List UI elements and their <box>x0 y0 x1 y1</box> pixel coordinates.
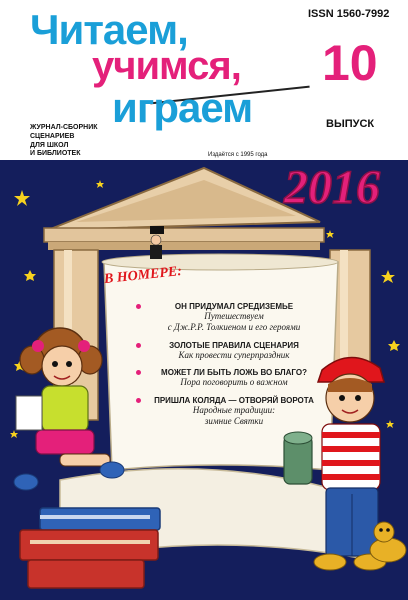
books-stack-icon <box>20 508 160 588</box>
contents-item-title: ОН ПРИДУМАЛ СРЕДИЗЕМЬЕ <box>174 302 294 311</box>
entablature-band <box>48 242 320 250</box>
tagline-line: СЦЕНАРИЕВ <box>30 132 75 140</box>
issn-label: ISSN 1560-7992 <box>308 8 390 20</box>
contents-item <box>134 341 334 361</box>
contents-item-subtitle: Путешествуем <box>204 311 264 321</box>
contents-item <box>134 368 334 388</box>
contents-item-subtitle: Как провести суперпраздник <box>178 349 290 360</box>
tagline-line: ДЛЯ ШКОЛ <box>30 141 69 149</box>
issue-label: ВЫПУСК <box>326 118 375 130</box>
contents-item-subtitle: зимние Святки <box>204 415 264 426</box>
title-line-2: учимся, <box>92 44 241 88</box>
contents-item-title: ПРИШЛА КОЛЯДА — ОТВОРЯЙ ВОРОТА <box>154 396 314 406</box>
since-label: Издаётся с 1995 года <box>208 152 268 158</box>
bullet-icon <box>136 304 141 309</box>
bullet-icon <box>136 343 141 348</box>
contents-item-subtitle: Народные традиции: <box>192 405 276 416</box>
title-line-1: Читаем, <box>30 6 188 53</box>
issue-number: 10 <box>322 35 378 91</box>
title-line-3: играем <box>112 84 253 131</box>
year-label: 2016 <box>284 161 380 214</box>
contents-item-subtitle: Пора поговорить о важном <box>180 377 288 388</box>
contents-item-title: МОЖЕТ ЛИ БЫТЬ ЛОЖЬ ВО БЛАГО? <box>161 368 307 378</box>
tagline-line: ЖУРНАЛ-СБОРНИК <box>30 124 98 131</box>
tagline-line: И БИБЛИОТЕК <box>30 150 81 158</box>
contents-item <box>134 302 334 333</box>
contents-item-title: ЗОЛОТЫЕ ПРАВИЛА СЦЕНАРИЯ <box>169 340 299 350</box>
contents-item-subtitle: с Дж.Р.Р. Толкиеном и его героями <box>167 321 301 332</box>
contents-item <box>134 396 334 427</box>
contents-header: В НОМЕРЕ: <box>103 263 183 288</box>
contents-list <box>134 302 334 435</box>
entablature <box>44 228 324 242</box>
